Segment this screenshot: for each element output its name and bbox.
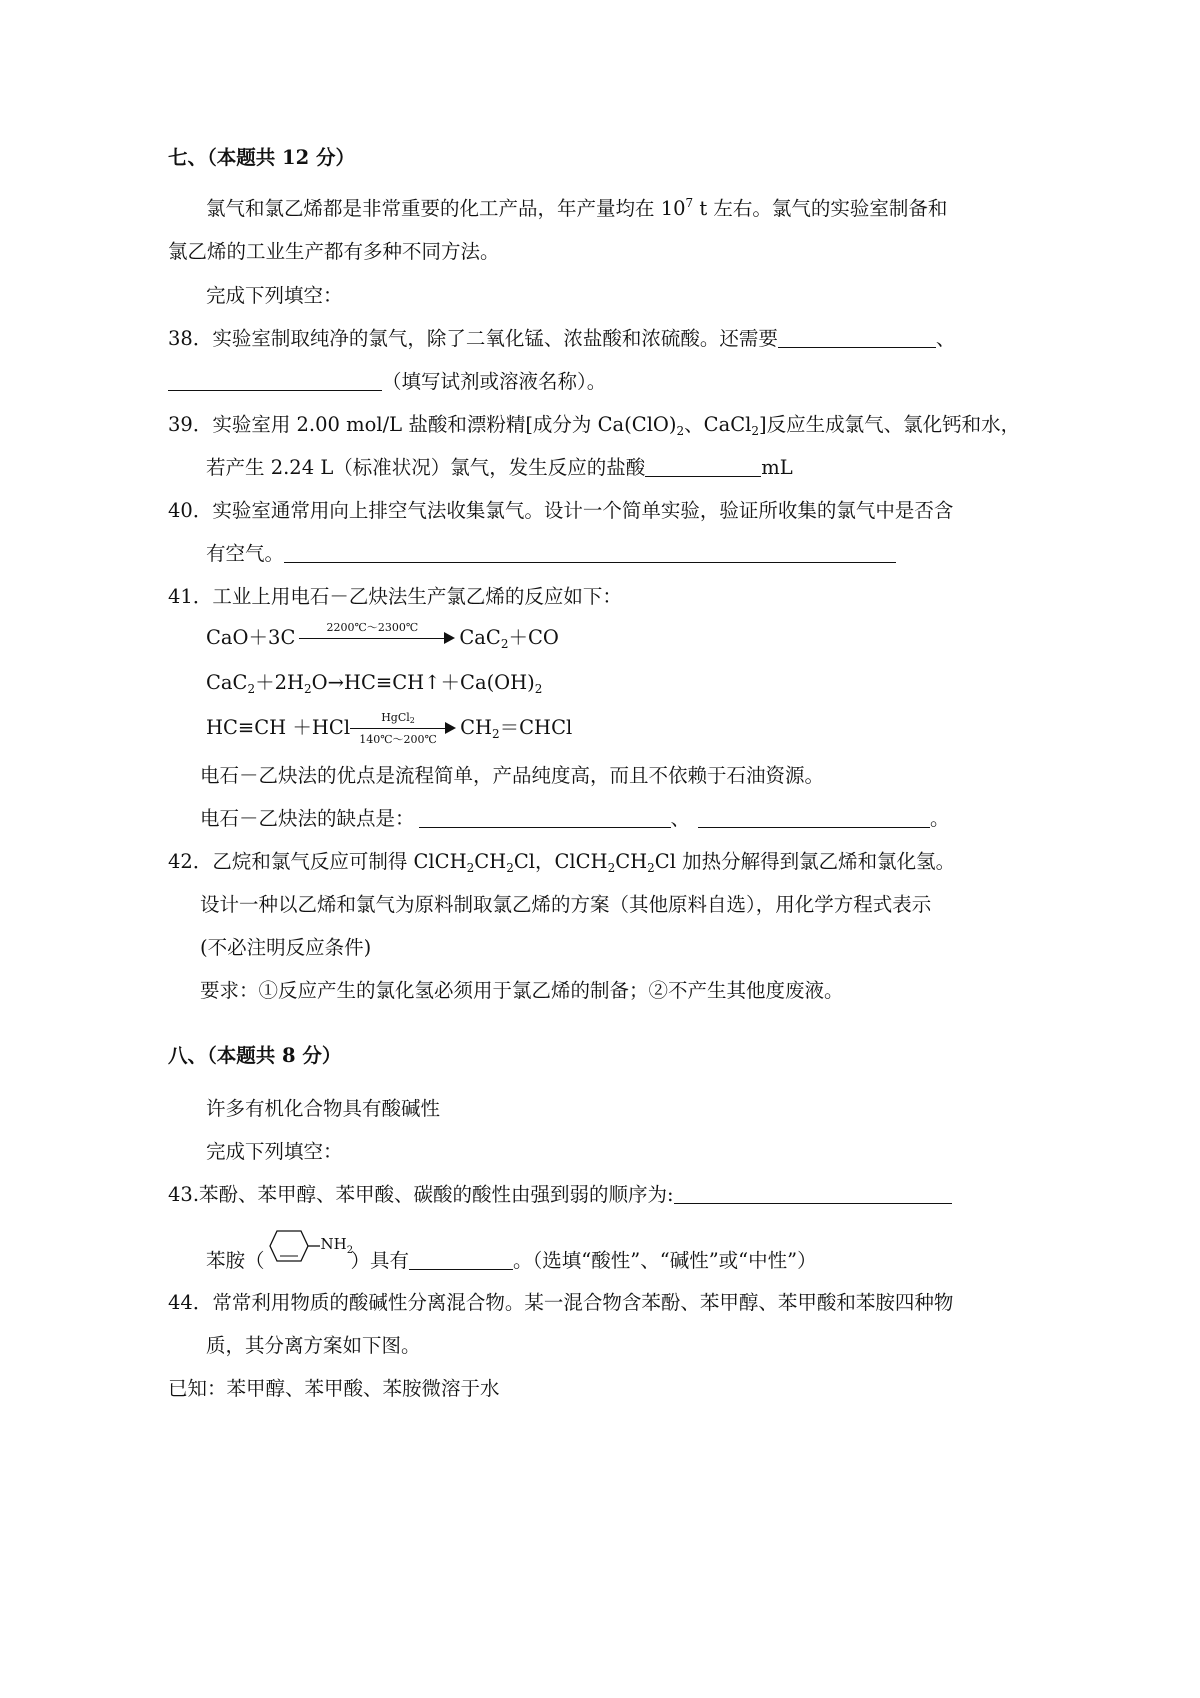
reaction-1: CaO＋3C 2200℃～2300℃ CaC$_2$＋CO <box>206 618 559 659</box>
section-8-intro: 许多有机化合物具有酸碱性 <box>206 1097 441 1120</box>
amine-group: $NH_2$ <box>320 1234 354 1256</box>
question-44-line2: 质，其分离方案如下图。 <box>206 1334 421 1357</box>
question-40-line2: 有空气。 <box>206 541 896 567</box>
answer-blank-38b[interactable] <box>168 370 382 391</box>
reaction-2: $CaC_2+2H_2O\to HC\equiv CH↑+Ca(OH)_2$ <box>206 671 543 696</box>
section-8-title: 八、（本题共 8 分） <box>168 1044 342 1067</box>
question-44-line1: 44．常常利用物质的酸碱性分离混合物。某一混合物含苯酚、苯甲醇、苯甲酸和苯胺四种物 <box>168 1291 954 1314</box>
section-7-intro-line1: 氯气和氯乙烯都是非常重要的化工产品，年产量均在 $10^7$ t 左右。氯气的实验室制备和 <box>206 196 948 220</box>
answer-blank-38a[interactable] <box>778 327 936 348</box>
reaction-arrow-1: 2200℃～2300℃ <box>299 619 455 659</box>
question-42-line1: 42．乙烷和氯气反应可制得 $ClCH_2CH_2Cl$，$ClCH_2CH_2Cl$ 加热分解得到氯乙烯和氯化氢。 <box>168 850 956 875</box>
question-39-line2: 若产生 2.24 L（标准状况）氯气，发生反应的盐酸 mL <box>206 456 793 479</box>
question-39-line1: 39．实验室用 2.00 mol/L 盐酸和漂粉精[成分为 $Ca(ClO)_2$、CaCl$_2$]反应生成氯气、氯化钙和水， <box>168 413 1021 438</box>
answer-blank-41b[interactable] <box>698 807 930 828</box>
question-42-line3: (不必注明反应条件) <box>200 936 372 959</box>
reaction-arrow-3: HgCl$_2$ 140℃～200℃ <box>350 709 456 749</box>
question-42-line2: 设计一种以乙烯和氯气为原料制取氯乙烯的方案（其他原料自选），用化学方程式表示 <box>200 893 932 916</box>
q41-disadvantage: 电石－乙炔法的缺点是： 、 。 <box>200 807 950 830</box>
question-43-line1: 43.苯酚、苯甲醇、苯甲酸、碳酸的酸性由强到弱的顺序为: <box>168 1182 952 1208</box>
section-7-title: 七、（本题共 12 分） <box>168 146 355 169</box>
answer-blank-39[interactable] <box>645 456 761 477</box>
question-41-line1: 41．工业上用电石－乙炔法生产氯乙烯的反应如下： <box>168 585 622 608</box>
answer-blank-41a[interactable] <box>419 807 671 828</box>
section-7-fill-instruction: 完成下列填空： <box>206 284 343 307</box>
question-38-line1: 38．实验室制取纯净的氯气，除了二氧化锰、浓盐酸和浓硫酸。还需要 、 <box>168 327 956 350</box>
reaction-3: HC≡CH ＋HCl HgCl$_2$ 140℃～200℃ $CH_2=CHCl$ <box>206 708 572 749</box>
question-40-line1: 40．实验室通常用向上排空气法收集氯气。设计一个简单实验，验证所收集的氯气中是否含 <box>168 499 954 522</box>
q41-advantage: 电石－乙炔法的优点是流程简单，产品纯度高，而且不依赖于石油资源。 <box>200 764 825 787</box>
bond-line <box>308 1245 322 1251</box>
benzene-ring-icon <box>269 1229 309 1263</box>
section-8-fill-instruction: 完成下列填空： <box>206 1140 343 1163</box>
question-44-given: 已知：苯甲醇、苯甲酸、苯胺微溶于水 <box>168 1377 500 1400</box>
section-7-intro-line2: 氯乙烯的工业生产都有多种不同方法。 <box>168 240 500 263</box>
answer-blank-43b[interactable] <box>409 1249 513 1270</box>
question-43-line2: 苯胺（ $NH_2$ ）具有 。（选填“酸性”、“碱性”或“中性”） <box>206 1248 817 1275</box>
question-38-line2: （填写试剂或溶液名称）。 <box>168 369 606 395</box>
aniline-structure <box>265 1234 354 1275</box>
answer-blank-40[interactable] <box>284 542 896 563</box>
question-42-requirements: 要求：①反应产生的氯化氢必须用于氯乙烯的制备；②不产生其他度废液。 <box>200 979 844 1002</box>
answer-blank-43a[interactable] <box>674 1183 952 1204</box>
